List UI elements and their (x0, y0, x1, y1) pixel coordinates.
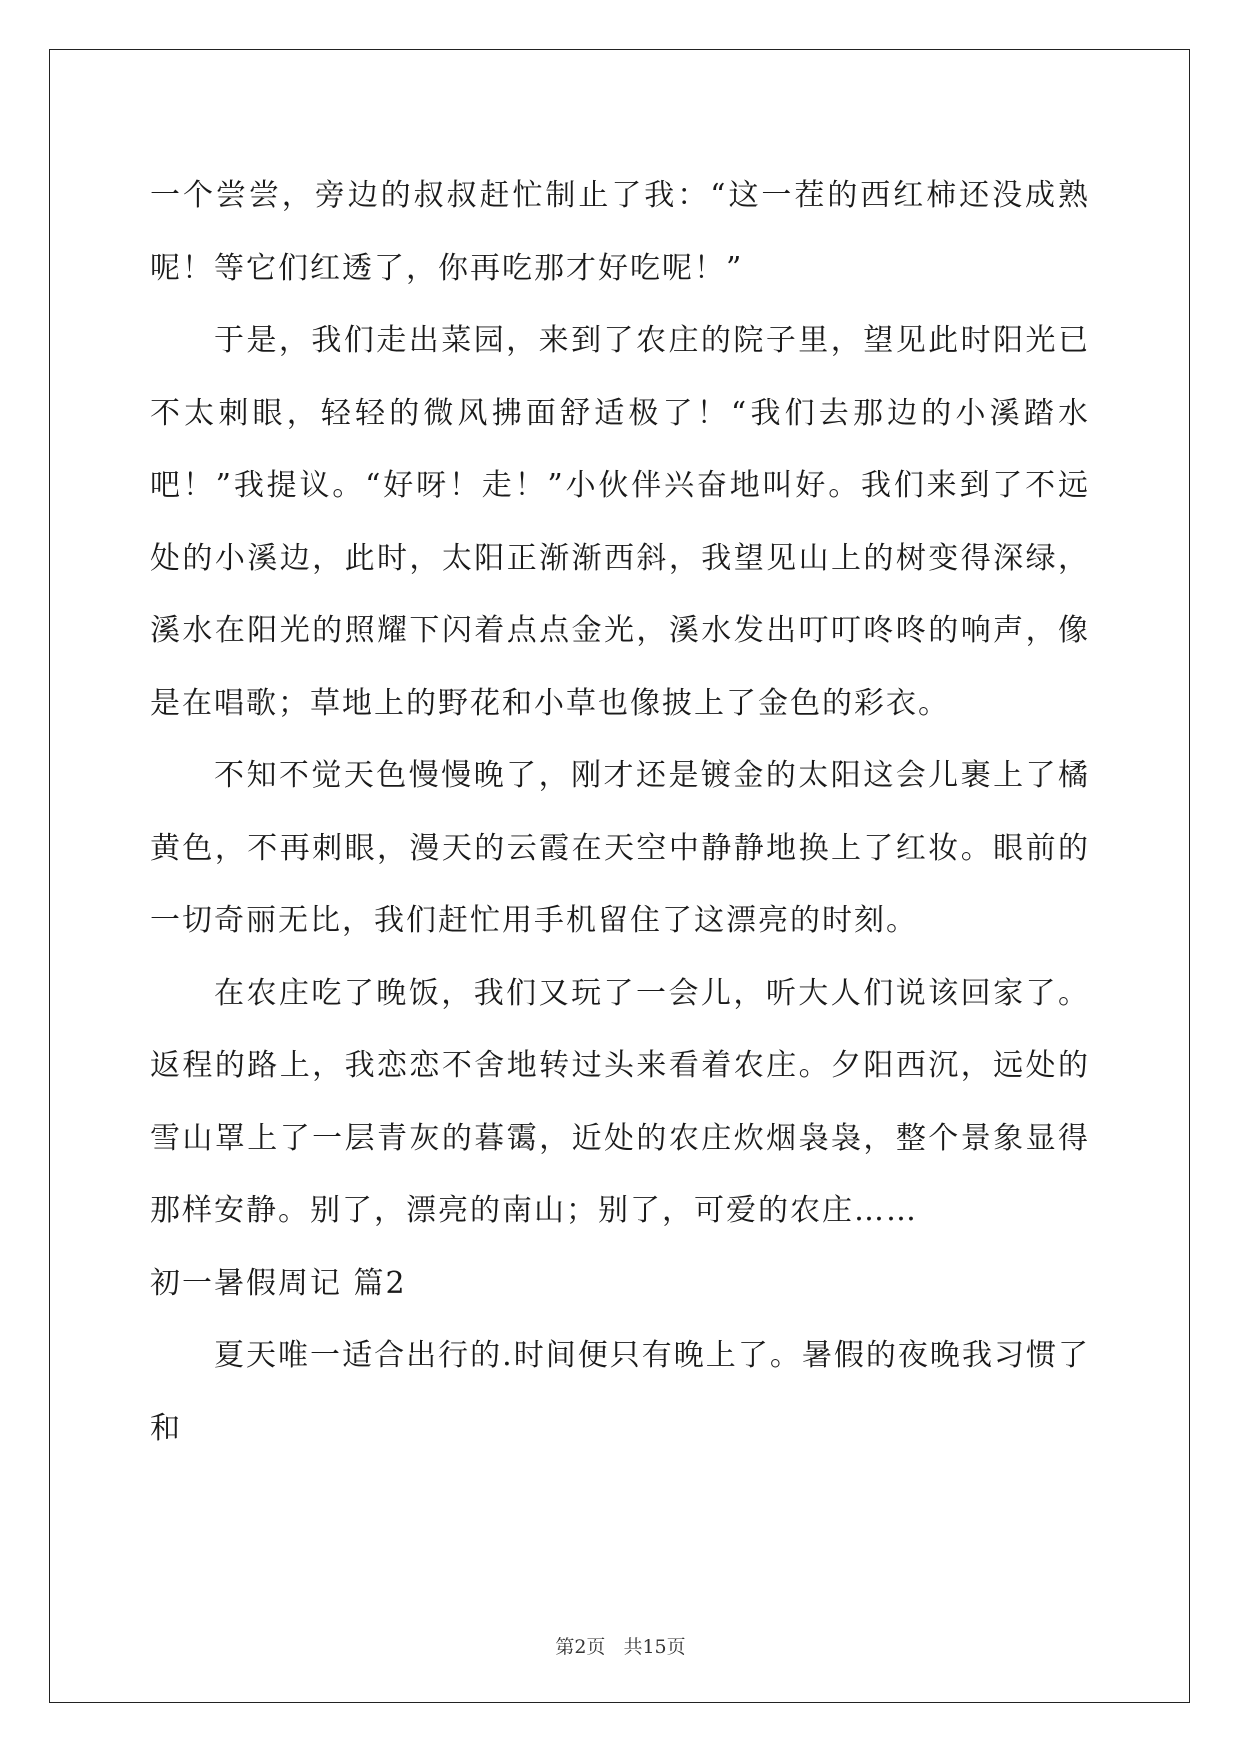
page-footer (0, 1632, 1241, 1659)
paragraph-1: 一个尝尝，旁边的叔叔赶忙制止了我：“这一茬的西红柿还没成熟呢！等它们红透了，你再吃那才好吃呢！” (150, 178, 1090, 286)
paragraph-2: 于是，我们走出菜园，来到了农庄的院子里，望见此时阳光已不太刺眼，轻轻的微风拂面舒适极了！“我们去那边的小溪踏水吧！”我提议。“好呀！走！”小伙伴兴奋地叫好。我们来到了不远处的小溪边，此时，太阳正渐渐西斜，我望见山上的树变得深绿，溪水在阳光的照耀下闪着点点金光，溪水发出叮叮咚咚的响声，像是在唱歌；草地上的野花和小草也像披上了金色的彩衣。 (150, 323, 1090, 721)
paragraph-4: 在农庄吃了晚饭，我们又玩了一会儿，听大人们说该回家了。返程的路上，我恋恋不舍地转过头来看着农庄。夕阳西沉，远处的雪山罩上了一层青灰的暮霭，近处的农庄炊烟袅袅，整个景象显得那样安静。别了，漂亮的南山；别了，可爱的农庄…… (150, 975, 1090, 1228)
page-total: 共15页 (623, 1636, 686, 1658)
page-number: 第2页 (555, 1636, 606, 1658)
paragraph-3: 不知不觉天色慢慢晚了，刚才还是镀金的太阳这会儿裹上了橘黄色，不再刺眼，漫天的云霞在天空中静静地换上了红妆。眼前的一切奇丽无比，我们赶忙用手机留住了这漂亮的时刻。 (150, 758, 1090, 938)
document-body (150, 160, 1090, 1465)
paragraph-5: 夏天唯一适合出行的.时间便只有晚上了。暑假的夜晚我习惯了和 (150, 1338, 1090, 1446)
section-title: 初一暑假周记 篇2 (150, 1265, 407, 1301)
